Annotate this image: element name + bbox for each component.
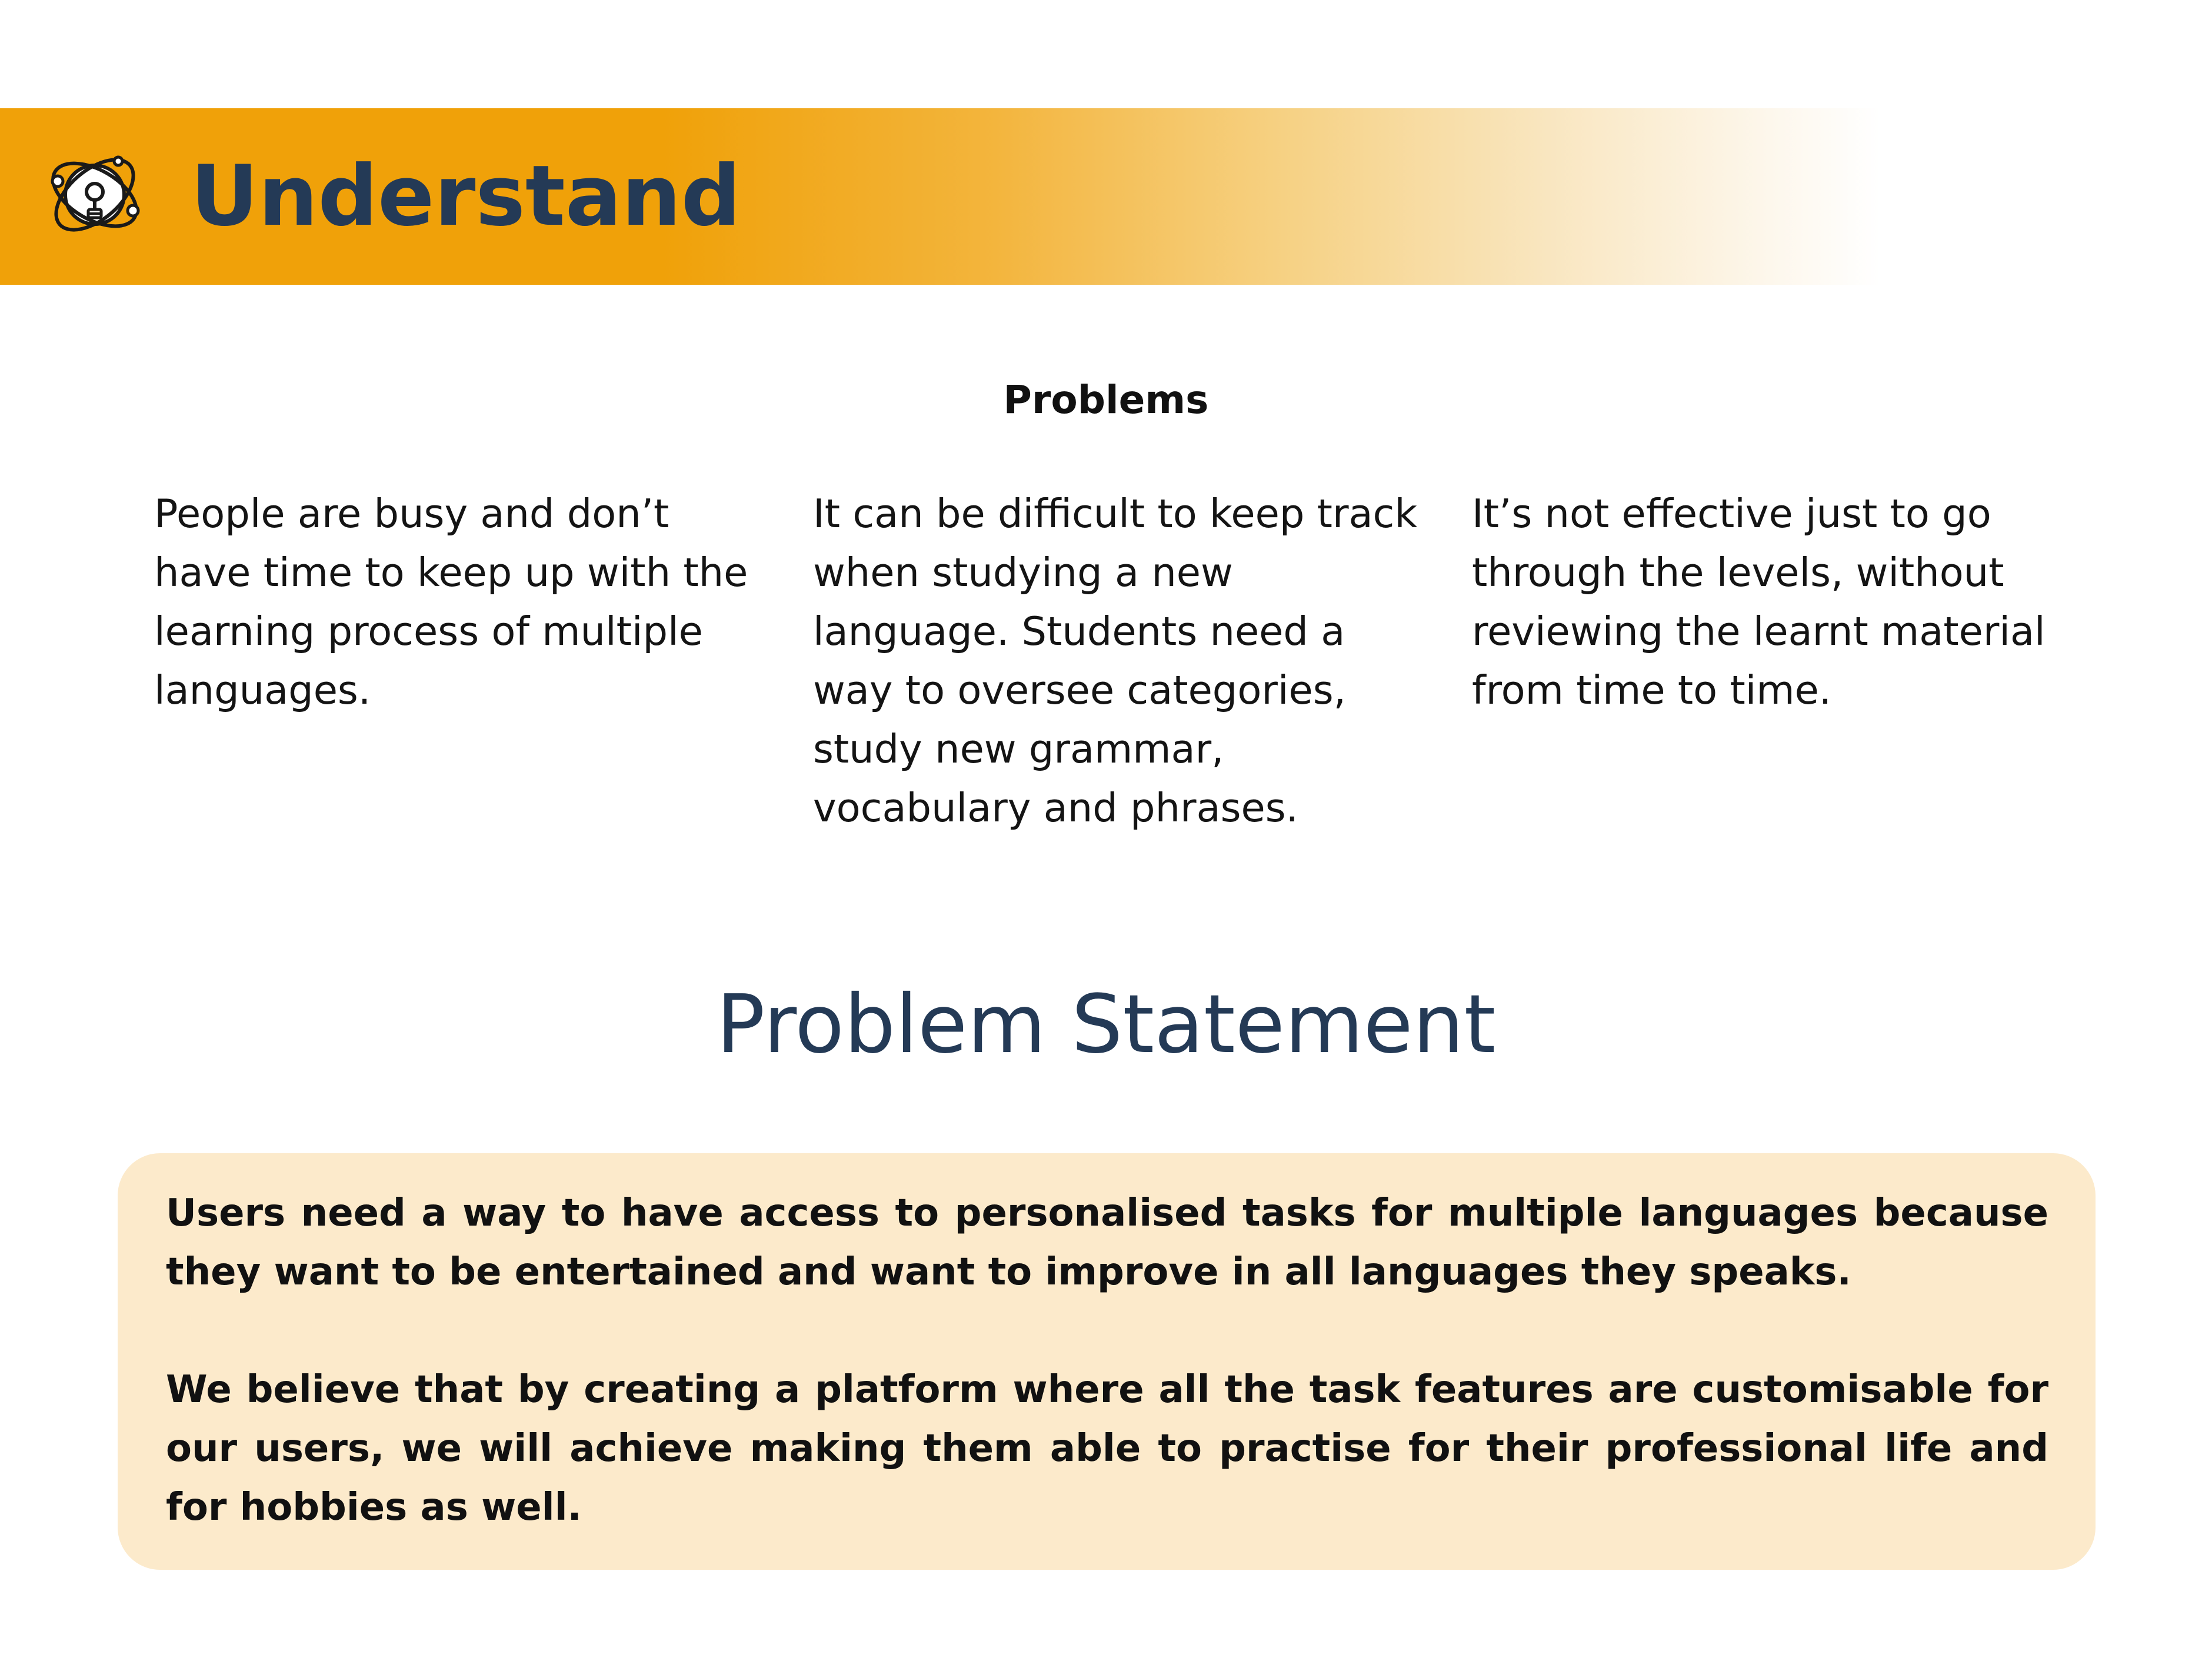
statement-paragraph: We believe that by creating a platform where all the task features are customisable for our users, we will achieve making them able to practise for their professional life and for hobbies as well. <box>166 1368 2048 1529</box>
section-banner <box>0 108 2212 285</box>
lightbulb-orbit-icon <box>45 145 145 245</box>
statement-paragraph: Users need a way to have access to personalised tasks for multiple languages because they want to be entertained and want to improve in all languages they speaks. <box>166 1191 2048 1294</box>
problem-statement-box <box>118 1153 2096 1570</box>
page-title: Understand <box>191 148 741 245</box>
problem-item: It’s not effective just to go through the levels, without reviewing the learnt material from time to time. <box>1472 491 2046 713</box>
problem-statement-heading: Problem Statement <box>716 978 1496 1071</box>
problem-item: It can be difficult to keep track when studying a new language. Students need a way to oversee categories, study new grammar, vocabulary and phrases. <box>813 491 1418 831</box>
problems-heading: Problems <box>1003 377 1209 422</box>
problem-item: People are busy and don’t have time to keep up with the learning process of multiple languages. <box>154 491 748 713</box>
